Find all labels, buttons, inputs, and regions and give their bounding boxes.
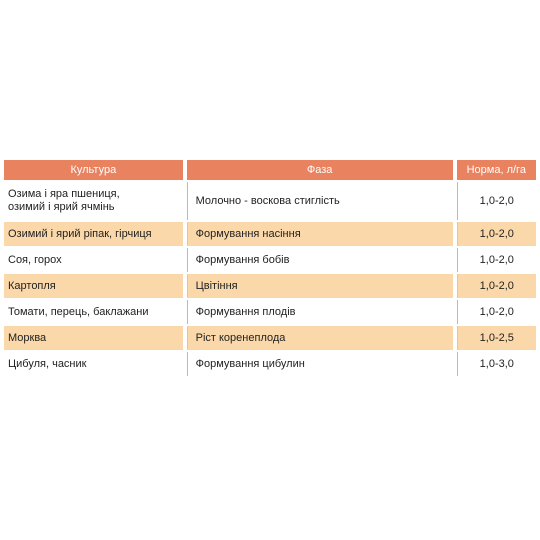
crop-cell — [4, 182, 183, 220]
phase-cell: Цвітіння — [187, 274, 453, 298]
table-row — [4, 222, 536, 246]
crop-cell: Морква — [4, 326, 183, 350]
header-crop: Культура — [4, 160, 183, 180]
phase-cell: Ріст коренеплода — [187, 326, 453, 350]
crop-cell: Озимий і ярий ріпак, гірчиця — [4, 222, 183, 246]
rate-cell: 1,0-2,0 — [457, 182, 536, 220]
crop-line-2: озимий і ярий ячмінь — [8, 201, 115, 213]
table-row — [4, 352, 536, 376]
table-row — [4, 326, 536, 350]
crop-cell: Соя, горох — [8, 253, 62, 266]
rate-cell: 1,0-2,0 — [457, 300, 536, 324]
phase-cell: Формування насіння — [187, 222, 453, 246]
header-phase: Фаза — [187, 160, 453, 180]
rate-cell: 1,0-3,0 — [457, 352, 536, 376]
table-row — [4, 300, 536, 324]
phase-cell: Формування цибулин — [187, 352, 453, 376]
header-rate: Норма, л/га — [457, 160, 536, 180]
table-row — [4, 248, 536, 272]
table-row — [4, 274, 536, 298]
phase-cell: Формування плодів — [187, 300, 453, 324]
crop-line-1: Озима і яра пшениця, — [8, 188, 120, 200]
crop-cell: Томати, перець, баклажани — [8, 305, 149, 318]
crop-cell: Цибуля, часник — [8, 357, 87, 370]
rate-cell: 1,0-2,0 — [457, 274, 536, 298]
rate-cell: 1,0-2,0 — [457, 222, 536, 246]
crop-rate-table — [4, 160, 536, 376]
table-header — [4, 160, 536, 180]
rate-cell: 1,0-2,5 — [457, 326, 536, 350]
rate-cell: 1,0-2,0 — [457, 248, 536, 272]
phase-cell: Молочно - воскова стиглість — [187, 182, 453, 220]
phase-cell: Формування бобів — [187, 248, 453, 272]
table-row — [4, 182, 536, 220]
crop-cell: Картопля — [4, 274, 183, 298]
